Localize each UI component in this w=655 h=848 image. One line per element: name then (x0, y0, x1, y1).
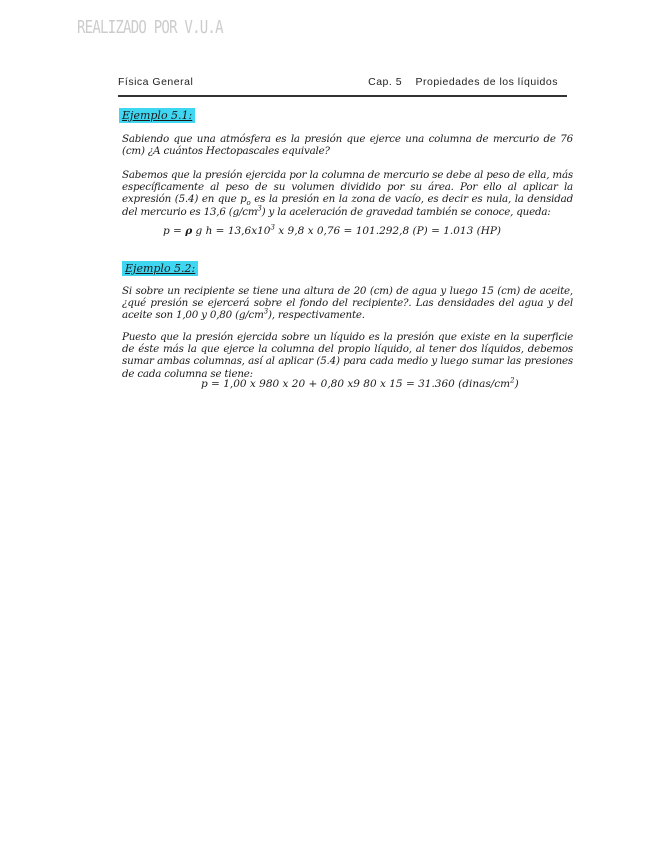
watermark: REALIZADO POR V.U.A (77, 17, 223, 38)
example-5-1-label: Ejemplo 5.1: (119, 108, 195, 123)
example-5-2-label: Ejemplo 5.2: (122, 261, 198, 276)
example-5-2-formula: p = 1,00 x 980 x 20 + 0,80 x9 80 x 15 = 31.360 $(dinas/cm^2)$ (201, 376, 519, 390)
header-chapter-info (358, 76, 558, 88)
header-topic: Propiedades de los líquidos (415, 76, 558, 88)
example-5-2-question: Si sobre un recipiente se tiene una altura de 20 (cm) de agua y luego 15 (cm) de aceite, ¿qué presión se ejercerá sobre el fondo del recipiente?. Las densidades del agua y del aceite son 1,00 y 0,80 $(g/cm^3)$, respectivamente. (122, 285, 573, 322)
example-5-1-solution: Sabemos que la presión ejercida por la columna de mercurio se debe al peso de ella, más específicamente al peso de su volumen dividido por su área. Por ello al aplicar la expresión (5.4) en que $p_o$ es la presión en la zona de vacío, es decir es nula, la densidad del mercurio es 13,6 $(g/cm^3)$ y la aceleración de gravedad también se conoce, queda: (122, 169, 573, 218)
header-rule (118, 95, 567, 97)
example-5-2-solution: Puesto que la presión ejercida sobre un líquido es la presión que existe en la superficie de éste más la que ejerce la columna del propio líquido, al tener dos líquidos, debemos sumar ambas columnas, así al aplicar (5.4) para cada medio y luego sumar las presiones de cada columna se tiene: (122, 331, 573, 380)
example-5-1-question: Sabiendo que una atmósfera es la presión que ejerce una columna de mercurio de 76 (cm) ¿A cuántos Hectopascales equivale? (122, 133, 573, 158)
header-course: Física General (118, 76, 194, 88)
header-chapter: Cap. 5 (368, 76, 403, 88)
example-5-1-formula: p = ρ g $h = 13,6x10^3$ x 9,8 x 0,76 = 101.292,8 (P) = 1.013 (HP) (163, 223, 502, 237)
